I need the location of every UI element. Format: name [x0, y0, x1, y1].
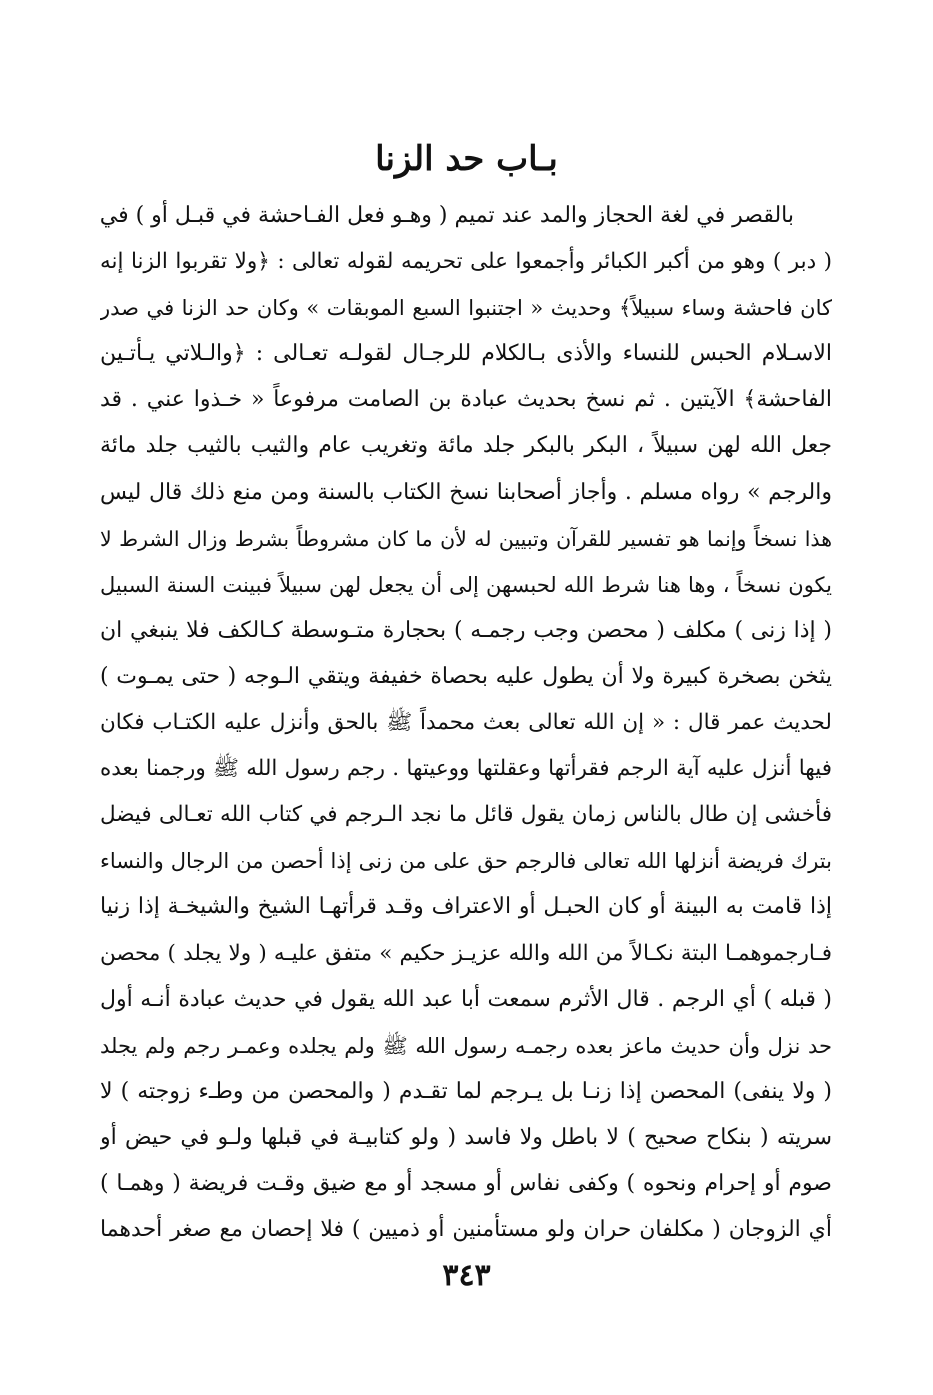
text-line: حد نزل وأن حديث ماعز بعده رجمـه رسول الله ﷺ ولم يجلده وعمـر رجم ولم يجلد [100, 1033, 832, 1058]
text-line: سريته ( بنكاح صحيح ) لا باطل ولا فاسد ( ولو كتابيـة في قبلها ولـو في حيض أو [100, 1124, 832, 1150]
text-line: لحديث عمر قال : « إن الله تعالى بعث محمداً ﷺ بالحق وأنزل عليه الكتـاب فكان [100, 710, 832, 736]
text-line: بالقصر في لغة الحجاز والمد عند تميم ( وهـو فعل الفـاحشة في قبـل أو ) في [100, 203, 794, 228]
chapter-title: بـاب حد الزنا [375, 139, 558, 179]
text-line: ( دبر ) وهو من أكبر الكبائر وأجمعوا على تحريمه لقوله تعالى : ﴿ولا تقربوا الزنا إنه [100, 249, 832, 275]
text-line: فأخشى إن طال بالناس زمان يقول قائل ما نجد الـرجم في كتاب الله تعـالى فيضل [100, 802, 832, 828]
text-line: الاسـلام الحبس للنساء والأذى بـالكلام للرجـال لقولـه تعـالى : ﴿والـلاتي يـأتـين [100, 341, 832, 367]
body-text [100, 193, 832, 1253]
text-line: ( إذا زنى ) مكلف ( محصن وجب رجمـه ) بحجارة متـوسطة كـالكف فلا ينبغي ان [100, 617, 832, 643]
text-line: كان فاحشة وساء سبيلاً﴾ وحديث « اجتنبوا السبع الموبقات » وكان حد الزنا في صدر [100, 296, 832, 321]
text-line: بترك فريضة أنزلها الله تعالى فالرجم حق على من زنى إذا أحصن من الرجال والنساء [100, 849, 832, 874]
text-line: فيها أنزل عليه آية الرجم فقرأتها وعقلتها ووعيتها . رجم رسول الله ﷺ ورجمنا بعده [100, 756, 832, 782]
text-line: أي الزوجان ( مكلفان حران ولو مستأمنين أو ذميين ) فلا إحصان مع صغر أحدهما [100, 1217, 832, 1243]
text-line: الفاحشة﴾ الآيتين . ثم نسخ بحديث عبادة بن الصامت مرفوعاً « خـذوا عني . قد [100, 387, 832, 413]
text-line: والرجم » رواه مسلم . وأجاز أصحابنا نسخ الكتاب بالسنة ومن منع ذلك قال ليس [100, 479, 832, 505]
text-line: يكون نسخاً ، وها هنا شرط الله لحبسهن إلى أن يجعل لهن سبيلاً فبينت السنة السبيل [100, 572, 832, 597]
text-line: ( ولا ينفى) المحصن إذا زنـا بل يـرجم لما تقـدم ( والمحصن من وطـء زوجته ) لا [100, 1078, 832, 1104]
text-line: هذا نسخاً وإنما هو تفسير للقرآن وتبيين له لأن ما كان مشروطاً بشرط وزال الشرط لا [100, 526, 832, 551]
text-line: ( قبله ) أي الرجم . قال الأثرم سمعت أبا عبد الله يقول في حديث عبادة أنـه أول [100, 986, 832, 1012]
text-line: إذا قامت به البينة أو كان الحبـل أو الاعتراف وقـد قرأتهـا الشيخ والشيخـة إذا زنيا [100, 894, 832, 920]
text-line: صوم أو إحرام ونحوه ) وكفى نفاس أو مسجد أو مع ضيق وقـت فريضة ( وهمـا ) [100, 1170, 832, 1196]
page-number: ٣٤٣ [442, 1258, 491, 1293]
text-line: يثخن بصخرة كبيرة ولا أن يطول عليه بحصاة خفيفة ويتقي الـوجه ( حتى يمـوت ) [100, 663, 832, 689]
text-line: جعل الله لهن سبيلاً ، البكر بالبكر جلد مائة وتغريب عام والثيب بالثيب جلد مائة [100, 433, 832, 459]
text-line: فـارجموهمـا البتة نكـالاً من الله والله عزيـز حكيم » متفق عليـه ( ولا يجلد ) محصن [100, 940, 832, 966]
